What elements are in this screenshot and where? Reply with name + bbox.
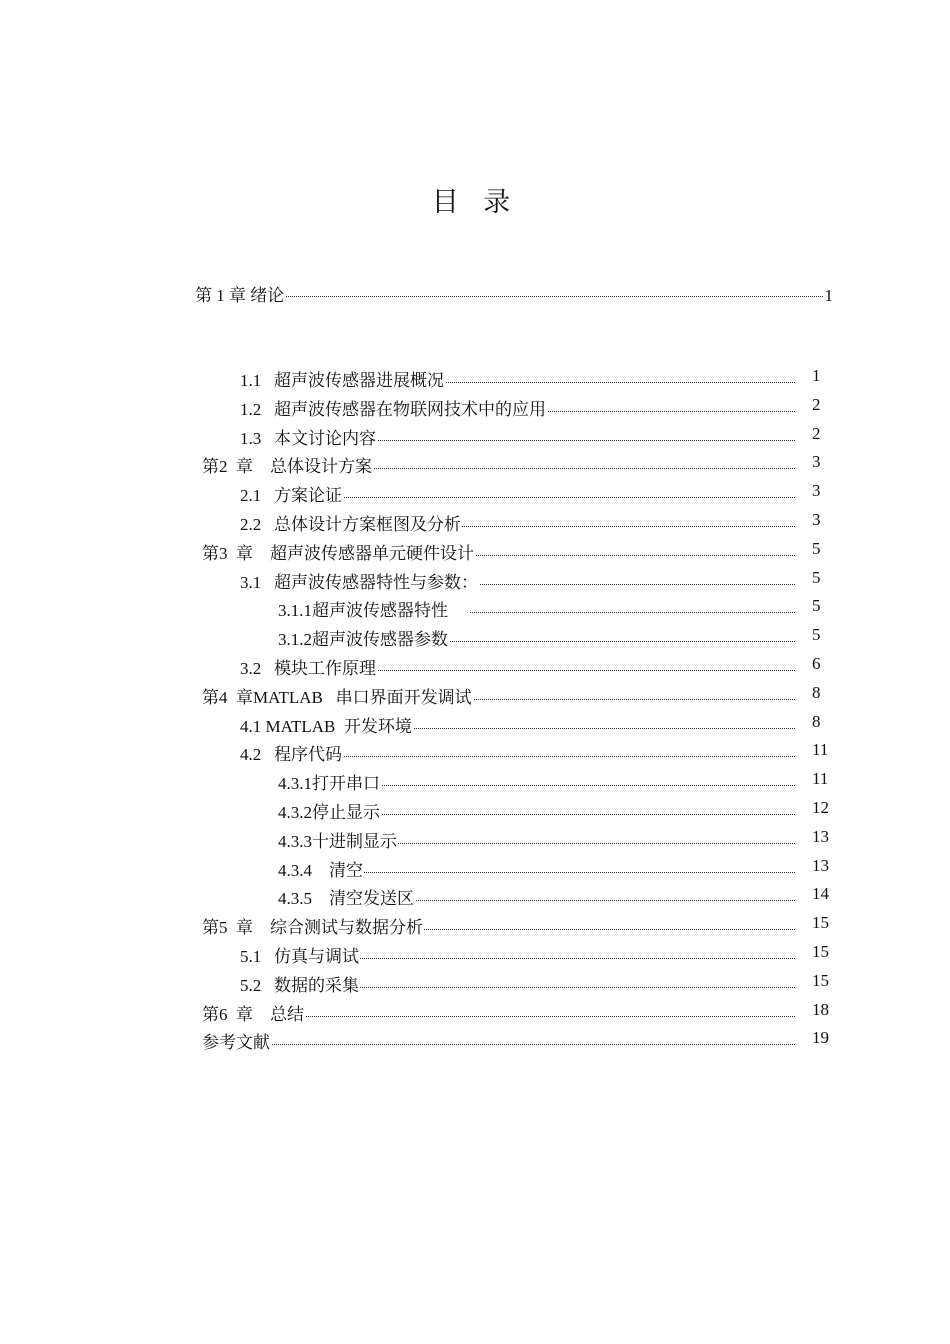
toc-entry-label: 第 1 章 绪论 [195,286,285,305]
toc-entry-label: 3.2 模块工作原理 [240,654,377,679]
toc-entry[interactable] [0,910,950,939]
toc-entry-page: 3 [812,509,821,529]
toc-entry-label: 4.3.5 清空发送区 [278,884,415,909]
toc-entry-label: 第6 章 总结 [202,1000,305,1025]
toc-entry-label: 第4 章MATLAB 串口界面开发调试 [202,683,473,708]
toc-entry-label: 3.1.2超声波传感器参数 [278,625,449,650]
toc-entry[interactable] [0,997,950,1026]
toc-entry[interactable] [0,709,950,738]
toc-entry[interactable] [0,421,950,450]
toc-entry-label: 第5 章 综合测试与数据分析 [202,913,424,938]
toc-entry[interactable] [0,536,950,565]
toc-entry[interactable] [0,507,950,536]
toc-entry-page: 18 [812,999,829,1019]
toc-entry[interactable] [0,795,950,824]
toc-entry-label: 第3 章 超声波传感器单元硬件设计 [202,539,475,564]
toc-entry-page: 11 [812,740,829,760]
toc-entry-page: 12 [812,797,829,817]
page-title: 目 录 [431,187,519,218]
toc-entry[interactable] [0,968,950,997]
toc-entry-page: 5 [812,596,821,616]
toc-entry[interactable] [0,593,950,622]
toc-entry-page: 8 [812,711,821,731]
toc-entry[interactable] [0,853,950,882]
toc-entry[interactable] [0,680,950,709]
toc-entry-page: 15 [812,970,829,990]
toc-entry-label: 2.1 方案论证 [240,481,343,506]
toc-entry-page: 13 [812,855,829,875]
toc-entry-label: 第2 章 总体设计方案 [202,452,373,477]
toc-entry-label: 2.2 总体设计方案框图及分析 [240,510,462,535]
dot-leader [202,1025,795,1045]
toc-entry-label: 3.1.1超声波传感器特性 [278,596,470,621]
table-of-contents [0,363,950,1054]
toc-entry[interactable] [0,1025,950,1054]
toc-entry-label: 1.2 超声波传感器在物联网技术中的应用 [240,395,547,420]
toc-entry-label: 3.1 超声波传感器特性与参数： [240,568,479,593]
toc-entry-page: 13 [812,826,829,846]
toc-entry[interactable] [0,939,950,968]
toc-entry[interactable] [0,363,950,392]
toc-entry-page: 5 [812,538,821,558]
toc-entry-page: 8 [812,682,821,702]
toc-entry-label: 5.2 数据的采集 [240,971,360,996]
toc-entry-page: 15 [812,941,829,961]
toc-entry-page: 3 [812,481,821,501]
toc-entry-page: 1 [824,286,833,305]
toc-entry-chapter-1[interactable] [195,281,833,307]
toc-entry-label: 参考文献 [202,1028,271,1053]
toc-entry-page: 11 [812,769,829,789]
toc-entry[interactable] [0,449,950,478]
toc-entry[interactable] [0,622,950,651]
toc-entry[interactable] [0,651,950,680]
toc-entry-page: 19 [812,1028,829,1048]
toc-entry[interactable] [0,824,950,853]
toc-entry-label: 1.1 超声波传感器进展概况 [240,366,445,391]
toc-entry[interactable] [0,565,950,594]
toc-entry-label: 4.3.3十进制显示 [278,827,398,852]
toc-entry[interactable] [0,478,950,507]
toc-entry-label: 4.3.1打开串口 [278,769,381,794]
toc-entry-page: 15 [812,913,829,933]
toc-entry[interactable] [0,881,950,910]
toc-entry-page: 1 [812,366,821,385]
toc-entry[interactable] [0,392,950,421]
dot-leader [286,296,822,297]
toc-entry-page: 5 [812,625,821,645]
toc-entry-page: 2 [812,423,821,443]
toc-entry-label: 5.1 仿真与调试 [240,942,360,967]
toc-entry-page: 5 [812,567,821,587]
toc-entry-label: 4.1 MATLAB 开发环境 [240,712,413,737]
toc-entry[interactable] [0,737,950,766]
toc-entry-page: 14 [812,884,829,904]
toc-entry-label: 1.3 本文讨论内容 [240,424,377,449]
toc-entry-label: 4.3.4 清空 [278,856,364,881]
toc-entry[interactable] [0,766,950,795]
toc-entry-label: 4.3.2停止显示 [278,798,381,823]
toc-entry-label: 4.2 程序代码 [240,740,343,765]
toc-entry-page: 2 [812,394,821,414]
toc-entry-page: 3 [812,452,821,472]
toc-entry-page: 6 [812,653,821,673]
